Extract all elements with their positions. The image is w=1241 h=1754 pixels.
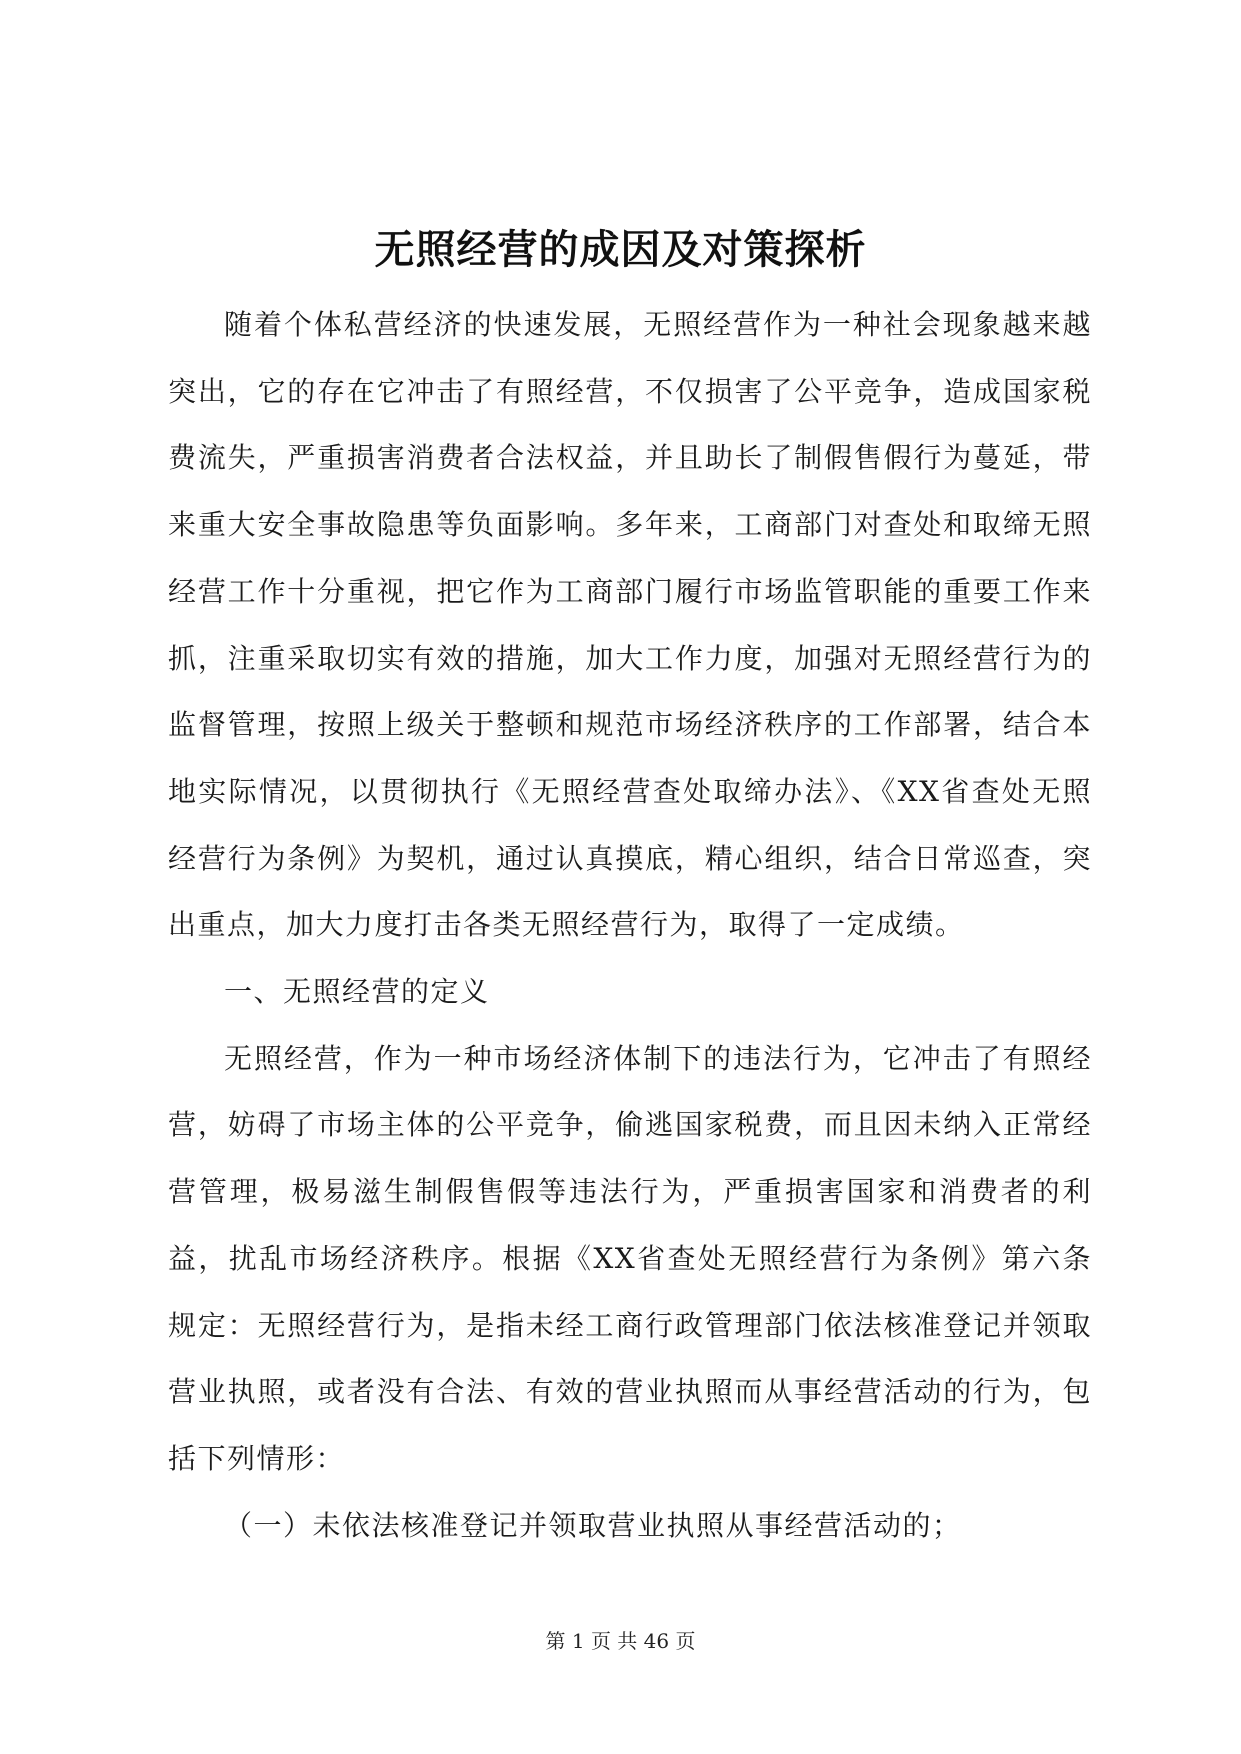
definition-paragraph: 无照经营，作为一种市场经济体制下的违法行为，它冲击了有照经营，妨碍了市场主体的公平竞争，偷逃国家税费，而且因未纳入正常经营管理，极易滋生制假售假等违法行为，严重损害国家和消费者的利益，扰乱市场经济秩序。根据《XX省查处无照经营行为条例》第六条规定：无照经营行为，是指未经工商行政管理部门依法核准登记并领取营业执照，或者没有合法、有效的营业执照而从事经营活动的行为，包括下列情形： [168,1041,1092,1475]
document-body [168,292,1092,1559]
document-title: 无照经营的成因及对策探析 [374,227,867,273]
page-number: 第 1 页 共 46 页 [545,1629,696,1653]
list-item: （一）未依法核准登记并领取营业执照从事经营活动的； [224,1508,962,1542]
intro-paragraph: 随着个体私营经济的快速发展，无照经营作为一种社会现象越来越突出，它的存在它冲击了有照经营，不仅损害了公平竞争，造成国家税费流失，严重损害消费者合法权益，并且助长了制假售假行为蔓延，带来重大安全事故隐患等负面影响。多年来，工商部门对查处和取缔无照经营工作十分重视，把它作为工商部门履行市场监管职能的重要工作来抓，注重采取切实有效的措施，加大工作力度，加强对无照经营行为的监督管理，按照上级关于整顿和规范市场经济秩序的工作部署，结合本地实际情况，以贯彻执行《无照经营查处取缔办法》、《XX省查处无照经营行为条例》为契机，通过认真摸底，精心组织，结合日常巡查，突出重点，加大力度打击各类无照经营行为，取得了一定成绩。 [168,308,1092,942]
section-heading-definition: 一、无照经营的定义 [224,975,490,1009]
page-footer [0,1627,1241,1655]
